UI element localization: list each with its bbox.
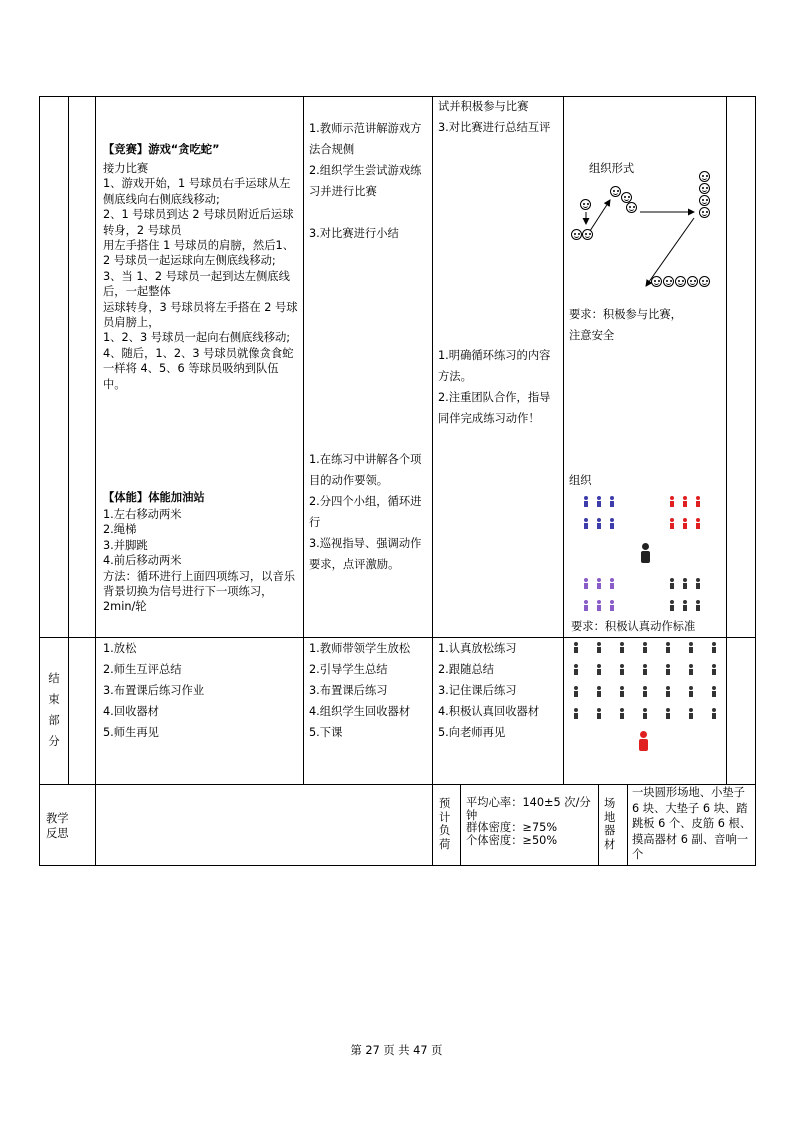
- student-figure-icon: [696, 600, 700, 611]
- student-figure-icon: [597, 518, 601, 529]
- student-figure-icon: [597, 664, 601, 675]
- reflection-label: 教学 反思: [46, 812, 69, 841]
- student-figure-icon: [574, 686, 578, 697]
- student-figure-icon: [666, 708, 670, 719]
- student-figure-icon: [620, 708, 624, 719]
- student-figure-icon: [584, 518, 588, 529]
- student-figure-icon: [584, 578, 588, 589]
- teacher-figure-icon: [641, 543, 650, 563]
- student-figure-icon: [670, 518, 674, 529]
- player-face-icon: [571, 229, 582, 240]
- student-figure-icon: [683, 600, 687, 611]
- org-form-title: 组织形式: [589, 162, 635, 175]
- student-figure-icon: [584, 600, 588, 611]
- student-figure-icon: [643, 664, 647, 675]
- game-teacher-activity: 1.教师示范讲解游戏方法合规侧 2.组织学生尝试游戏练习并进行比赛 3.对比赛进行小结: [309, 122, 422, 240]
- fitness-org-title: 组织: [569, 474, 592, 487]
- student-figure-icon: [610, 600, 614, 611]
- student-figure-icon: [689, 708, 693, 719]
- player-face-icon: [699, 276, 710, 287]
- student-figure-icon: [666, 642, 670, 653]
- player-face-icon: [626, 202, 637, 213]
- teacher-figure-icon: [639, 731, 648, 751]
- student-figure-icon: [696, 496, 700, 507]
- game-title: 【竞赛】游戏“贪吃蛇”: [103, 143, 220, 156]
- student-figure-icon: [683, 578, 687, 589]
- player-face-icon: [580, 199, 591, 210]
- player-face-icon: [663, 276, 674, 287]
- end-student-activity: 1.认真放松练习 2.跟随总结 3.记住课后练习 4.积极认真回收器材 5.向老师再见: [438, 642, 540, 739]
- student-figure-icon: [670, 578, 674, 589]
- venue-values: 一块圆形场地、小垫子 6 块、大垫子 6 块、踏跳板 6 个、皮筋 6 根、摸高器材 6 副、音响一个: [632, 786, 752, 862]
- fitness-title: 【体能】体能加油站: [103, 491, 205, 504]
- player-face-icon: [699, 195, 710, 206]
- student-figure-icon: [597, 642, 601, 653]
- student-figure-icon: [696, 578, 700, 589]
- student-figure-icon: [620, 686, 624, 697]
- student-figure-icon: [712, 708, 716, 719]
- load-values: 平均心率：140±5 次/分钟 群体密度：≥75% 个体密度：≥50%: [466, 796, 591, 847]
- student-figure-icon: [574, 664, 578, 675]
- player-face-icon: [610, 186, 621, 197]
- student-figure-icon: [574, 708, 578, 719]
- student-figure-icon: [620, 642, 624, 653]
- fitness-description: 1.左右移动两米 2.绳梯 3.并脚跳 4.前后移动两米 方法：循环进行上面四项练习，以音乐背景切换为信号进行下一项练习，2min/轮: [103, 508, 296, 614]
- player-face-icon: [699, 171, 710, 182]
- student-figure-icon: [683, 518, 687, 529]
- game-description: 接力比赛 1、游戏开始，1 号球员右手运球从左侧底线向右侧底线移动; 2、1 号球员到达 2 号球员附近后运球转身，2 号球员 用左手搭住 1 号球员的肩膀，然后1、2 号球员一起运球向左侧底线移动; 3、当 1、2 号球员一起到达左侧底线后，一起整体 运球转身，3 号球员将左手搭在 2 号球员肩膀上， 1、2、3 号球员一起向右侧底线移动; 4、随后，1、2、3 号球员就像贪食蛇一样将 4、5、6 等球员吸纳到队伍中。: [103, 162, 298, 391]
- student-figure-icon: [610, 518, 614, 529]
- fitness-requirement: 要求：积极认真动作标准: [571, 620, 696, 633]
- student-figure-icon: [712, 664, 716, 675]
- page-footer: 第 27 页 共 47 页: [350, 1044, 443, 1057]
- player-face-icon: [582, 229, 593, 240]
- student-figure-icon: [696, 518, 700, 529]
- student-figure-icon: [689, 642, 693, 653]
- student-figure-icon: [610, 578, 614, 589]
- student-figure-icon: [620, 664, 624, 675]
- end-section-label: 结 束 部 分: [48, 672, 60, 748]
- student-figure-icon: [670, 600, 674, 611]
- fitness-student-activity: 1.明确循环练习的内容方法。 2.注重团队合作，指导同伴完成练习动作！: [438, 349, 551, 425]
- student-figure-icon: [689, 664, 693, 675]
- student-figure-icon: [643, 708, 647, 719]
- student-figure-icon: [597, 708, 601, 719]
- player-face-icon: [699, 207, 710, 218]
- student-figure-icon: [574, 642, 578, 653]
- student-figure-icon: [712, 642, 716, 653]
- student-figure-icon: [597, 496, 601, 507]
- game-requirement: 要求：积极参与比赛， 注意安全: [569, 308, 682, 342]
- student-figure-icon: [584, 496, 588, 507]
- student-figure-icon: [643, 686, 647, 697]
- student-figure-icon: [597, 578, 601, 589]
- player-face-icon: [699, 183, 710, 194]
- end-teacher-activity: 1.教师带领学生放松 2.引导学生总结 3.布置课后练习 4.组织学生回收器材 5.下课: [309, 642, 411, 739]
- load-label: 预 计 负 荷: [439, 797, 451, 851]
- game-student-activity: 试并积极参与比赛 3.对比赛进行总结互评: [438, 100, 551, 134]
- student-figure-icon: [670, 496, 674, 507]
- student-figure-icon: [643, 642, 647, 653]
- student-figure-icon: [597, 686, 601, 697]
- student-figure-icon: [666, 664, 670, 675]
- student-figure-icon: [683, 496, 687, 507]
- student-figure-icon: [666, 686, 670, 697]
- student-figure-icon: [597, 600, 601, 611]
- student-figure-icon: [610, 496, 614, 507]
- player-face-icon: [675, 276, 686, 287]
- student-figure-icon: [689, 686, 693, 697]
- player-face-icon: [651, 276, 662, 287]
- fitness-teacher-activity: 1.在练习中讲解各个项目的动作要领。 2.分四个小组，循环进行 3.巡视指导、强调动作要求，点评激励。: [309, 453, 422, 571]
- student-figure-icon: [712, 686, 716, 697]
- venue-label: 场 地 器 材: [604, 797, 616, 851]
- player-face-icon: [687, 276, 698, 287]
- end-content: 1.放松 2.师生互评总结 3.布置课后练习作业 4.回收器材 5.师生再见: [103, 642, 205, 739]
